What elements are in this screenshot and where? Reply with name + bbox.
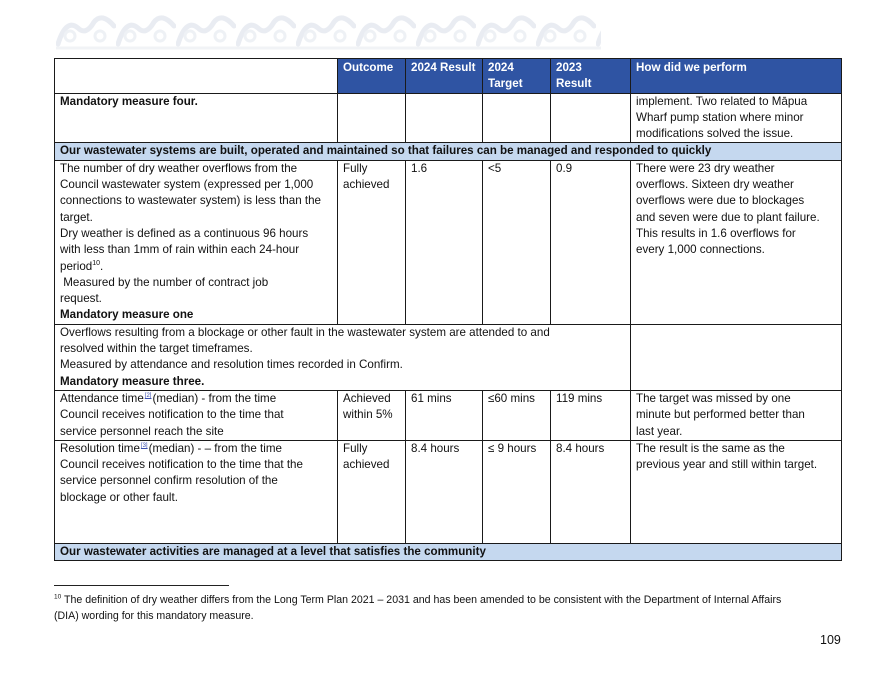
period-word: period bbox=[60, 259, 93, 273]
section-heading-community: Our wastewater activities are managed at a level that satisfies the community bbox=[55, 543, 842, 560]
target-2024-cell: ≤ 9 hours bbox=[483, 440, 551, 543]
header-2023-result-line1: 2023 bbox=[556, 61, 582, 74]
how-cell bbox=[631, 93, 842, 143]
measure-line: Council receives notification to the time that the bbox=[60, 458, 303, 472]
footnote-divider bbox=[54, 585, 229, 586]
measure-line: Measured by attendance and resolution times recorded in Confirm. bbox=[60, 358, 403, 372]
how-line: The result is the same as the bbox=[636, 441, 785, 455]
footnote-ref-link[interactable]: [3] bbox=[140, 442, 148, 449]
target-2024-cell: ≤60 mins bbox=[483, 390, 551, 440]
outcome-cell bbox=[338, 160, 406, 324]
outcome-line: Achieved bbox=[343, 391, 391, 405]
how-line: overflows were due to blockages bbox=[636, 194, 805, 208]
result-2023-cell: 0.9 bbox=[551, 160, 631, 324]
measure-line: service personnel reach the site bbox=[60, 424, 224, 438]
table-row bbox=[55, 390, 842, 440]
result-2023-cell: 119 mins bbox=[551, 390, 631, 440]
how-line: Wharf pump station where minor bbox=[636, 110, 804, 124]
header-2023-result bbox=[551, 59, 631, 94]
result-2024-cell: 61 mins bbox=[406, 390, 483, 440]
measure-four-cell: Mandatory measure four. bbox=[55, 93, 338, 143]
footnote-ref-10[interactable]: 10 bbox=[92, 259, 101, 267]
how-line: and seven were due to plant failure. bbox=[636, 210, 820, 224]
dry-weather-measure-cell bbox=[55, 160, 338, 324]
result-2024-cell: 1.6 bbox=[406, 160, 483, 324]
decorative-pattern-banner bbox=[56, 14, 601, 50]
result-2023-cell: 8.4 hours bbox=[551, 440, 631, 543]
header-2024-result: 2024 Result bbox=[406, 59, 483, 94]
measure-line: blockage or other fault. bbox=[60, 490, 178, 504]
how-line: every 1,000 connections. bbox=[636, 243, 765, 257]
empty-cell bbox=[406, 93, 483, 143]
attendance-label-rest: (median) - from the time bbox=[152, 391, 277, 405]
resolution-label: Resolution time bbox=[60, 441, 140, 455]
outcome-line: Fully bbox=[343, 161, 368, 175]
table-header-row bbox=[55, 59, 842, 94]
header-2024-target-line1: 2024 bbox=[488, 61, 514, 74]
measure-line: target. bbox=[60, 210, 93, 224]
measure-line: Dry weather is defined as a continuous 96 hours bbox=[60, 226, 309, 240]
measure-line: The number of dry weather overflows from the bbox=[60, 161, 298, 175]
how-cell bbox=[631, 390, 842, 440]
outcome-line: achieved bbox=[343, 458, 390, 472]
measure-line: resolved within the target timeframes. bbox=[60, 342, 253, 356]
footnote-text: The definition of dry weather differs from the Long Term Plan 2021 – 2031 and has been amended to be consistent with the Department of Internal Affairs bbox=[64, 594, 782, 606]
measure-line: connections to wastewater system) is less than the bbox=[60, 194, 321, 208]
how-cell bbox=[631, 160, 842, 324]
result-2024-cell: 8.4 hours bbox=[406, 440, 483, 543]
empty-cell bbox=[631, 324, 842, 390]
footnote bbox=[54, 592, 844, 624]
resolution-measure-cell bbox=[55, 440, 338, 543]
header-blank-cell bbox=[55, 59, 338, 94]
overflow-measure-cell bbox=[55, 324, 631, 390]
mandatory-measure-label: Mandatory measure three. bbox=[60, 374, 205, 388]
how-line: overflows. Sixteen dry weather bbox=[636, 178, 794, 192]
header-2024-target-line2: Target bbox=[488, 77, 523, 91]
outcome-line: Fully bbox=[343, 441, 368, 455]
measure-line: service personnel confirm resolution of the bbox=[60, 474, 278, 488]
attendance-measure-cell bbox=[55, 390, 338, 440]
measure-line: with less than 1mm of rain within each 24-hour bbox=[60, 243, 300, 257]
table-row bbox=[55, 440, 842, 543]
measure-line: request. bbox=[60, 292, 102, 306]
footnote-line: (DIA) wording for this mandatory measure. bbox=[54, 610, 254, 622]
table-row bbox=[55, 324, 842, 390]
footnote-number: 10 bbox=[54, 593, 62, 601]
table-row bbox=[55, 93, 842, 143]
measure-line bbox=[60, 391, 332, 407]
measure-line: Council wastewater system (expressed per 1,000 bbox=[60, 178, 314, 192]
header-outcome: Outcome bbox=[338, 59, 406, 94]
header-2024-target bbox=[483, 59, 551, 94]
empty-cell bbox=[551, 93, 631, 143]
measure-line: Measured by the number of contract job bbox=[60, 275, 269, 289]
how-cell bbox=[631, 440, 842, 543]
outcome-line: achieved bbox=[343, 178, 390, 192]
measure-line bbox=[60, 259, 332, 275]
attendance-label: Attendance time bbox=[60, 391, 144, 405]
section-heading-row bbox=[55, 543, 842, 560]
how-line: The target was missed by one bbox=[636, 391, 791, 405]
measure-line bbox=[60, 441, 332, 457]
target-2024-cell: <5 bbox=[483, 160, 551, 324]
outcome-cell bbox=[338, 390, 406, 440]
footnote-ref-link[interactable]: [2] bbox=[144, 393, 152, 400]
how-line: last year. bbox=[636, 424, 683, 438]
section-heading-row bbox=[55, 143, 842, 160]
page-number: 109 bbox=[820, 633, 841, 647]
table-row bbox=[55, 160, 842, 324]
outcome-line: within 5% bbox=[343, 408, 393, 422]
footnote-line bbox=[54, 592, 844, 608]
how-line: implement. Two related to Māpua bbox=[636, 94, 808, 108]
how-line: previous year and still within target. bbox=[636, 458, 818, 472]
section-heading-failures: Our wastewater systems are built, operated and maintained so that failures can be managed and responded to quickly bbox=[55, 143, 842, 160]
empty-cell bbox=[338, 93, 406, 143]
performance-table bbox=[54, 58, 842, 561]
period-end: . bbox=[100, 259, 104, 273]
measure-line: Council receives notification to the time that bbox=[60, 408, 284, 422]
how-line: This results in 1.6 overflows for bbox=[636, 226, 796, 240]
mandatory-measure-label: Mandatory measure one bbox=[60, 308, 194, 322]
how-line: minute but performed better than bbox=[636, 408, 805, 422]
how-line: There were 23 dry weather bbox=[636, 161, 775, 175]
outcome-cell bbox=[338, 440, 406, 543]
header-2023-result-line2: Result bbox=[556, 77, 592, 91]
resolution-label-rest: (median) - – from the time bbox=[148, 441, 282, 455]
empty-cell bbox=[483, 93, 551, 143]
measure-line: Overflows resulting from a blockage or other fault in the wastewater system are attended to and bbox=[60, 325, 550, 339]
how-line: modifications solved the issue. bbox=[636, 127, 794, 141]
header-how-did-we-perform: How did we perform bbox=[631, 59, 842, 94]
